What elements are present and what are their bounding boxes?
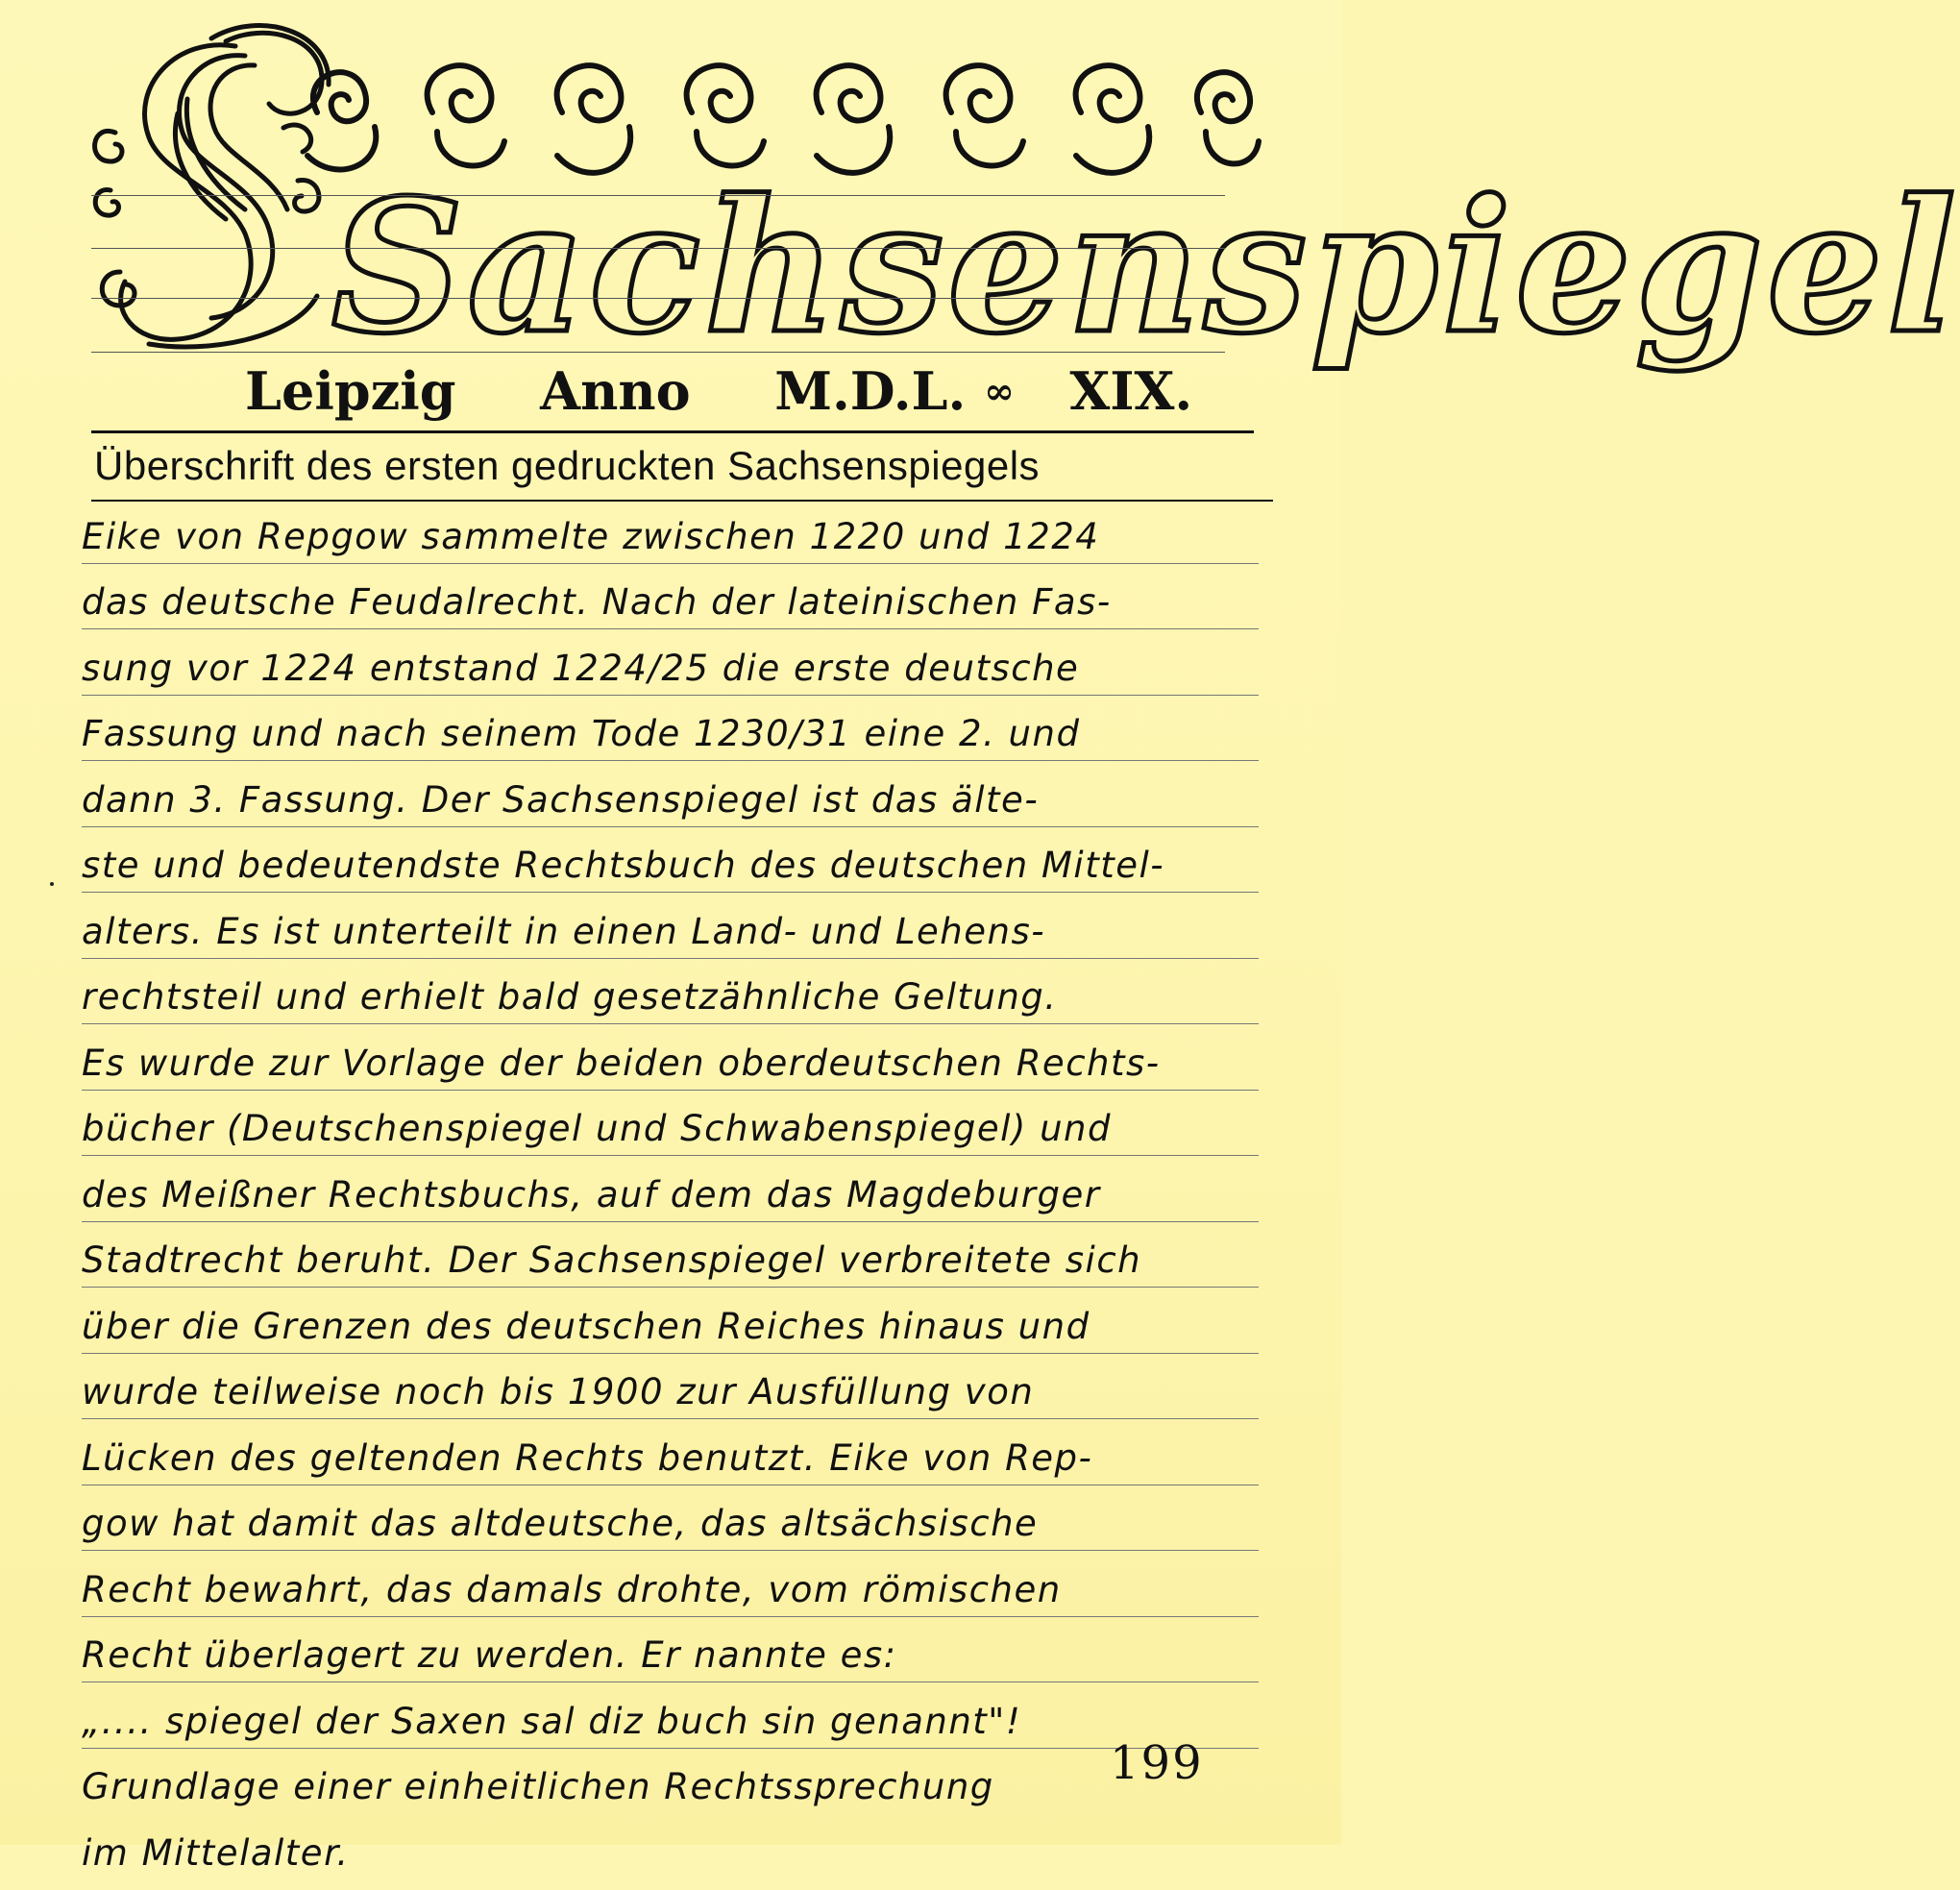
text-line: bücher (Deutschenspiegel und Schwabenspiegel) und xyxy=(82,1100,1297,1166)
text-line: das deutsche Feudalrecht. Nach der lateinischen Fas- xyxy=(82,574,1297,640)
imprint-place: Leipzig xyxy=(245,360,456,422)
text-line: „.... spiegel der Saxen sal diz buch sin genannt"! xyxy=(82,1692,1297,1758)
document-title: Sachsenspiegel xyxy=(331,160,1960,374)
imprint-line xyxy=(245,357,1206,425)
text-line: rechtsteil und erhielt bald gesetzähnliche Geltung. xyxy=(82,969,1297,1035)
text-line: dann 3. Fassung. Der Sachsenspiegel ist das älte- xyxy=(82,771,1297,837)
text-line: wurde teilweise noch bis 1900 zur Ausfüllung von xyxy=(82,1363,1297,1430)
page-number: 199 xyxy=(1110,1736,1204,1790)
infinity-flourish-icon: ∞ xyxy=(984,369,1015,412)
ink-speck xyxy=(50,882,54,886)
text-line: sung vor 1224 entstand 1224/25 die erste deutsche xyxy=(82,639,1297,705)
text-line: alters. Es ist unterteilt in einen Land- und Lehens- xyxy=(82,902,1297,969)
text-line: Recht bewahrt, das damals drohte, vom römischen xyxy=(82,1560,1297,1627)
header-guide-line xyxy=(91,298,1225,299)
header-divider xyxy=(91,430,1254,433)
text-line: Lücken des geltenden Rechts benutzt. Eike von Rep- xyxy=(82,1429,1297,1495)
ornamental-initial-s-icon xyxy=(91,27,341,358)
text-line: ste und bedeutendste Rechtsbuch des deutschen Mittel- xyxy=(82,837,1297,903)
header-guide-line xyxy=(91,248,1225,249)
text-line: über die Grenzen des deutschen Reiches hinaus und xyxy=(82,1297,1297,1363)
imprint-year-suffix: XIX. xyxy=(1069,360,1193,422)
text-line: Eike von Repgow sammelte zwischen 1220 und 1224 xyxy=(82,507,1297,574)
header-guide-line xyxy=(91,352,1225,353)
text-line: im Mittelalter. xyxy=(82,1831,350,1874)
caption: Überschrift des ersten gedruckten Sachsenspiegels xyxy=(94,443,1041,488)
title-block xyxy=(91,27,1960,374)
imprint-anno: Anno xyxy=(540,360,691,422)
handwritten-body xyxy=(82,507,1297,1890)
imprint-year: M.D.L. xyxy=(774,360,967,422)
text-line: Fassung und nach seinem Tode 1230/31 eine 2. und xyxy=(82,705,1297,772)
text-line: Es wurde zur Vorlage der beiden oberdeutschen Rechts- xyxy=(82,1034,1297,1100)
text-line: Stadtrecht beruht. Der Sachsenspiegel verbreitete sich xyxy=(82,1232,1297,1298)
text-line: gow hat damit das altdeutsche, das altsächsische xyxy=(82,1495,1297,1561)
header-guide-line xyxy=(91,195,1225,196)
text-line: Recht überlagert zu werden. Er nannte es: xyxy=(82,1627,1297,1693)
caption-underline xyxy=(91,500,1273,502)
text-line: des Meißner Rechtsbuchs, auf dem das Magdeburger xyxy=(82,1166,1297,1232)
text-line: Grundlage einer einheitlichen Rechtssprechung xyxy=(82,1766,994,1807)
